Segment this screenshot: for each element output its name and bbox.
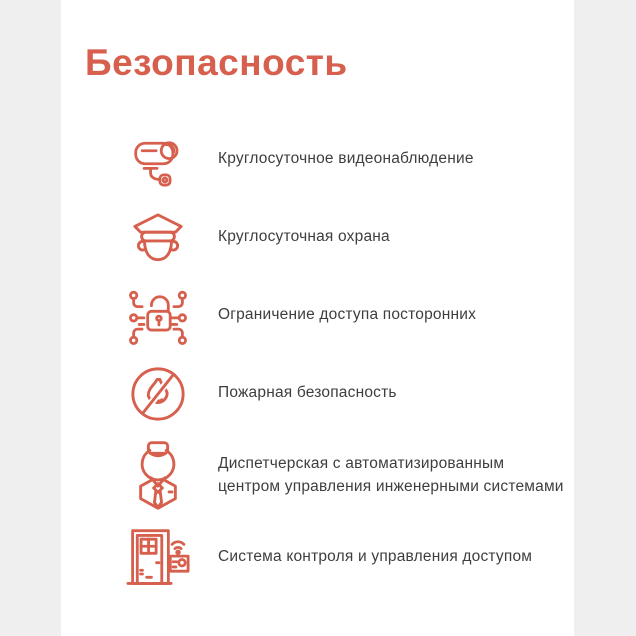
list-item-label: Пожарная безопасность <box>218 384 397 402</box>
smart-lock-icon <box>126 285 190 347</box>
list-item <box>85 284 574 347</box>
list-item-label: Система контроля и управления доступом <box>218 548 533 566</box>
dispatcher-icon <box>126 440 190 511</box>
security-feature-list <box>85 128 574 604</box>
list-item-label: Диспетчерская с автоматизированным центром управления инженерными системами <box>218 455 564 495</box>
page-title: Безопасность <box>85 42 348 83</box>
list-item-label: Ограничение доступа посторонних <box>218 306 477 324</box>
list-item <box>85 128 574 191</box>
content-card <box>61 0 574 636</box>
list-item-label: Круглосуточная охрана <box>218 228 390 246</box>
list-item <box>85 206 574 269</box>
list-item <box>85 526 574 589</box>
list-item-label: Круглосуточное видеонаблюдение <box>218 150 474 168</box>
cctv-camera-icon <box>126 129 190 191</box>
access-door-icon <box>126 527 190 589</box>
guard-cap-icon <box>126 207 190 269</box>
no-fire-icon <box>126 363 190 425</box>
list-item <box>85 362 574 425</box>
list-item <box>85 440 574 511</box>
